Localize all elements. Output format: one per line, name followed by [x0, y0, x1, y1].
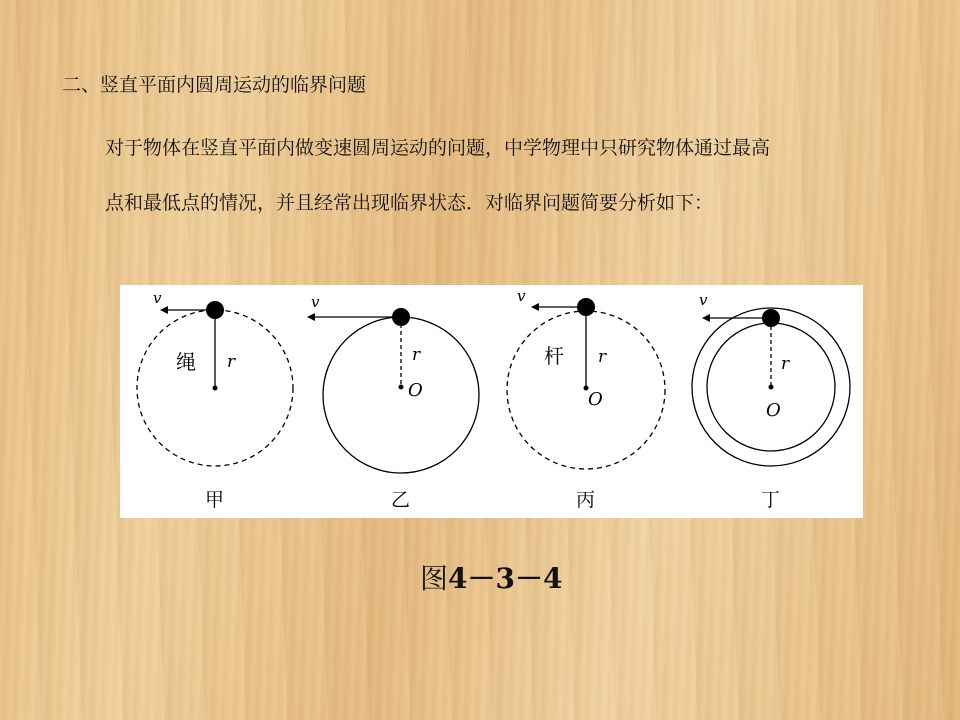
center-point — [399, 385, 404, 390]
connector-label: 杆 — [544, 344, 564, 368]
caption-number: 4－3－4 — [448, 562, 563, 595]
panel-bing — [507, 287, 665, 511]
velocity-label: v — [153, 289, 162, 307]
velocity-label: v — [517, 287, 526, 305]
center-point — [769, 385, 774, 390]
radius-label: r — [412, 345, 421, 365]
panel-label: 丙 — [576, 489, 596, 511]
panel-ding — [692, 291, 850, 511]
panel-label: 丁 — [761, 489, 781, 511]
center-label: O — [408, 380, 423, 401]
figure-caption — [420, 557, 562, 597]
section-heading: 二、竖直平面内圆周运动的临界问题 — [62, 74, 367, 96]
radius-label: r — [598, 347, 607, 367]
radius-label: r — [227, 352, 236, 372]
center-point — [213, 386, 218, 391]
velocity-label: v — [699, 291, 708, 309]
velocity-label: v — [311, 293, 320, 311]
panel-yi — [308, 293, 479, 511]
figure-svg — [120, 285, 863, 518]
center-label: O — [588, 389, 603, 410]
paragraph-line-2: 点和最低点的情况，并且经常出现临界状态．对临界问题简要分析如下： — [105, 192, 714, 214]
circular-motion-figure — [120, 285, 863, 518]
radius-label: r — [781, 354, 790, 374]
center-label: O — [766, 400, 781, 421]
paragraph-line-1: 对于物体在竖直平面内做变速圆周运动的问题，中学物理中只研究物体通过最高 — [105, 137, 771, 159]
caption-prefix: 图 — [420, 562, 449, 595]
connector-label: 绳 — [176, 350, 196, 374]
panel-label: 乙 — [391, 489, 411, 511]
panel-label: 甲 — [205, 489, 225, 511]
panel-jia — [137, 289, 293, 511]
